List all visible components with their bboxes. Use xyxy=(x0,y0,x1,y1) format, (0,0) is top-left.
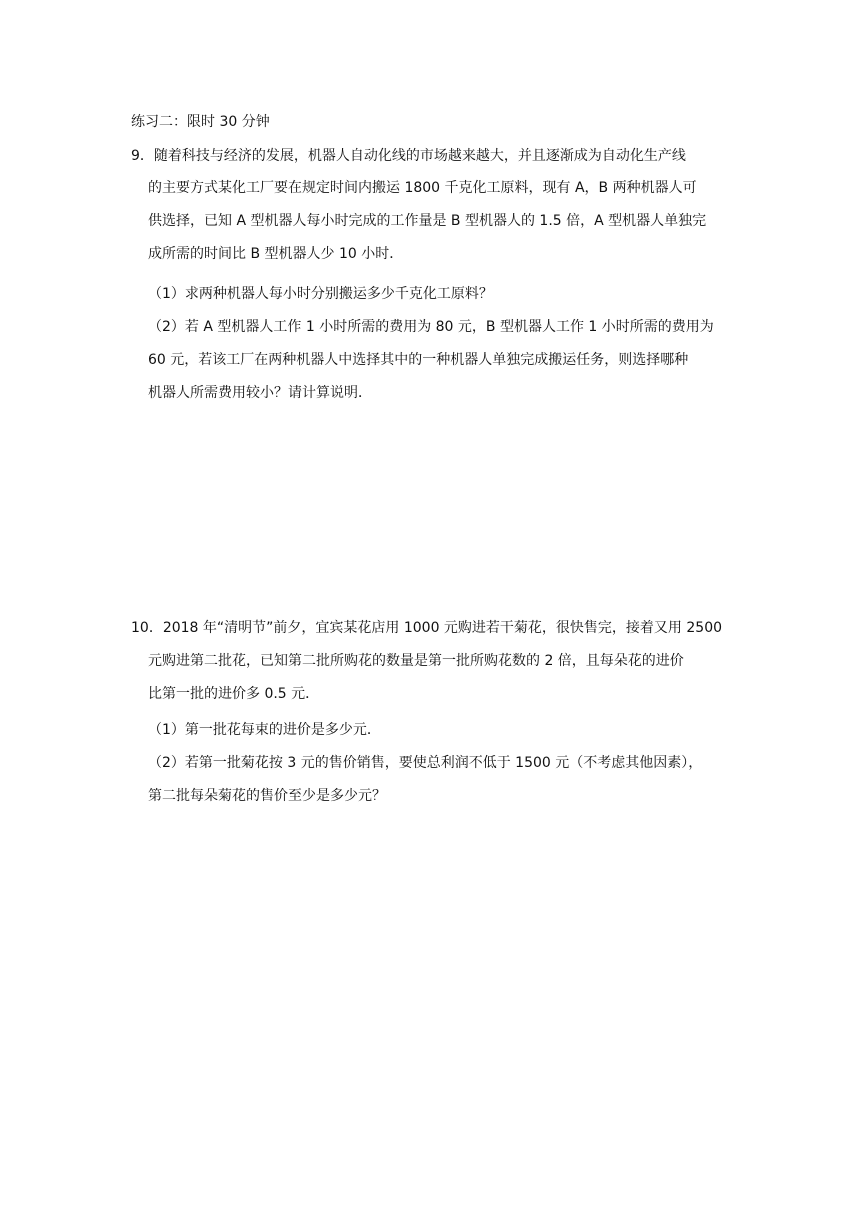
q9-part-2-line-1: （2）若 A 型机器人工作 1 小时所需的费用为 80 元，B 型机器人工作 1 小时所需的费用为 xyxy=(148,319,714,335)
q9-part-2-line-3: 机器人所需费用较小？请计算说明． xyxy=(148,385,372,401)
q9-part-1: （1）求两种机器人每小时分别搬运多少千克化工原料？ xyxy=(148,286,493,302)
q9-stem-line-2: 的主要方式某化工厂要在规定时间内搬运 1800 千克化工原料，现有 A，B 两种机器人可 xyxy=(148,180,697,196)
q10-part-2-line-2: 第二批每朵菊花的售价至少是多少元？ xyxy=(148,788,386,804)
q10-part-1: （1）第一批花每束的进价是多少元． xyxy=(148,722,381,738)
q9-stem-line-1: 9．随着科技与经济的发展，机器人自动化线的市场越来越大，并且逐渐成为自动化生产线 xyxy=(131,148,686,164)
q10-stem-line-3: 比第一批的进价多 0.5 元． xyxy=(148,686,320,702)
q10-stem-line-2: 元购进第二批花，已知第二批所购花的数量是第一批所购花数的 2 倍，且每朵花的进价 xyxy=(148,653,684,669)
q9-stem-line-3: 供选择，已知 A 型机器人每小时完成的工作量是 B 型机器人的 1.5 倍，A 型机器人单独完 xyxy=(148,213,707,229)
q9-part-2-line-2: 60 元，若该工厂在两种机器人中选择其中的一种机器人单独完成搬运任务，则选择哪种 xyxy=(148,352,689,368)
section-title: 练习二：限时 30 分钟 xyxy=(131,114,270,130)
q9-stem-line-4: 成所需的时间比 B 型机器人少 10 小时． xyxy=(148,246,404,262)
q10-stem-line-1: 10．2018 年“清明节”前夕，宜宾某花店用 1000 元购进若干菊花，很快售完，接着又用 2500 xyxy=(131,620,723,636)
q10-part-2-line-1: （2）若第一批菊花按 3 元的售价销售，要使总利润不低于 1500 元（不考虑其他因素）， xyxy=(148,755,703,771)
